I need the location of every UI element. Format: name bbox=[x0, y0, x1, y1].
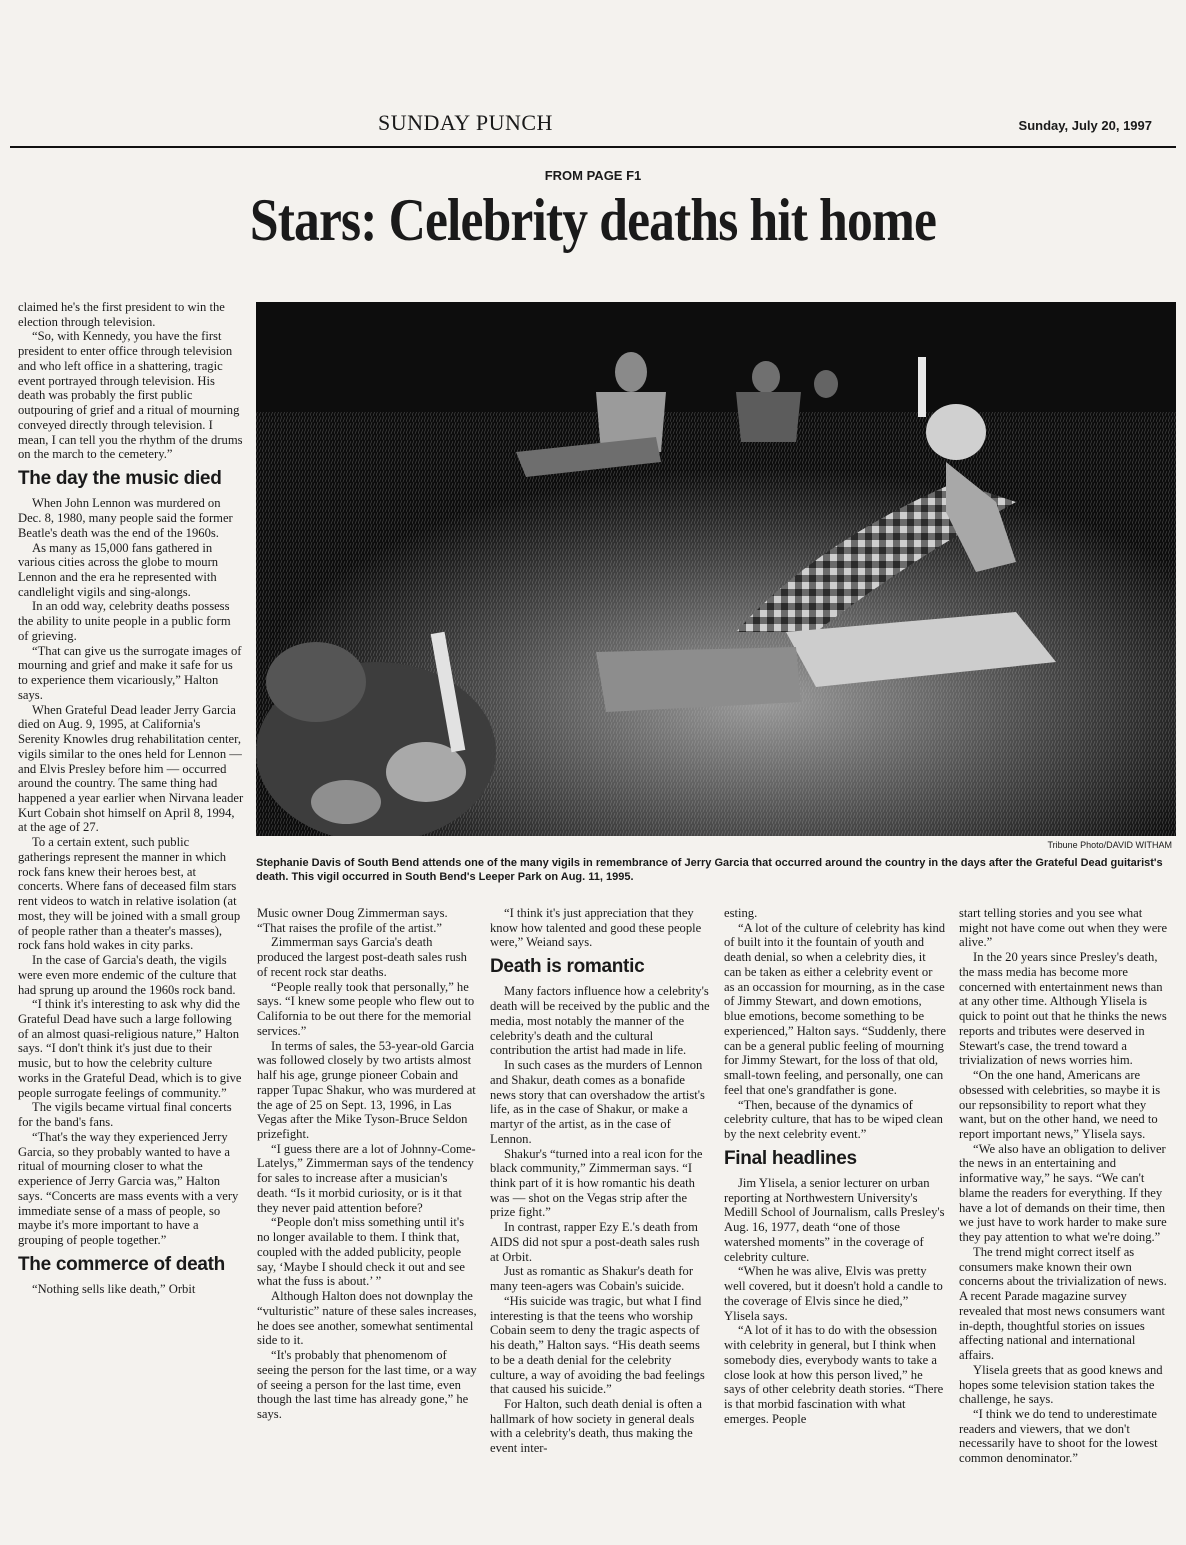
column-3 bbox=[490, 906, 710, 1456]
paragraph: When Grateful Dead leader Jerry Garcia died on Aug. 9, 1995, at California's Serenity Knowles drug rehabilitation center, vigils similar to the ones held for Lennon — and Elvis Presley before him — occurred around the country. The same thing had happened a year earlier when Nirvana leader Kurt Cobain shot himself on April 8, 1994, at the age of 27. bbox=[18, 702, 244, 835]
paragraph: As many as 15,000 fans gathered in various cities across the globe to mourn Lennon and the era he represented with candlelight vigils and sing-alongs. bbox=[18, 540, 219, 599]
vigil-photo-image bbox=[256, 302, 1176, 836]
paragraph: “I think it's just appreciation that they know how talented and good these people were,” Weiand says. bbox=[490, 906, 702, 950]
paragraph: “Nothing sells like death,” Orbit bbox=[32, 1281, 196, 1296]
paragraph: “People really took that personally,” he says. “I knew some people who flew out to California to be out there for the memorial services.” bbox=[257, 979, 475, 1038]
paragraph: Many factors influence how a celebrity's death will be received by the public and the media, most notably the manner of the celebrity's death and the cultural contribution the artist had made in life. bbox=[490, 984, 710, 1058]
photo-credit: Tribune Photo/DAVID WITHAM bbox=[1047, 840, 1172, 850]
paragraph: “It's probably that phenomenom of seeing the person for the last time, or a way of seeing a person for the last time, even though the last time has already gone,” he says. bbox=[257, 1348, 477, 1421]
paragraph: “I guess there are a lot of Johnny-Come-Latelys,” Zimmerman says of the tendency for sales to increase after a musician's death. “Is it morbid curiosity, or is it that they never paid attention before? bbox=[257, 1141, 476, 1215]
subhead-music-died: The day the music died bbox=[18, 468, 222, 490]
subhead-final-headlines: Final headlines bbox=[724, 1147, 857, 1169]
paragraph: “When he was alive, Elvis was pretty well covered, but it doesn't hold a candle to the coverage of Elvis since he died,” Ylisela says. bbox=[724, 1264, 943, 1323]
paragraph: To a certain extent, such public gatherings represent the manner in which rock fans knew their heroes best, at concerts. Where fans of deceased film stars rent videos to watch in relative isolation (at most, they will be joined with a small group of people rather than a theater's masses), rock fans hold wakes in city parks. bbox=[18, 835, 241, 953]
paragraph: In the 20 years since Presley's death, the mass media has become more concerned with entertainment news than at any other time. Although Ylisela is quick to point out that he thinks the news reports and tributes were deserved in Stewart's case, the trend toward a trivialization of news worries him. bbox=[959, 950, 1167, 1068]
column-2 bbox=[257, 906, 477, 1422]
paragraph: “That's the way they experienced Jerry Garcia, so they probably wanted to have a ritual of mourning closer to what the experience of Jerry Garcia was,” Halton says. “Concerts are mass events with a very immediate sense of a mass of people, so maybe it's more important to have a grouping of people together.” bbox=[18, 1129, 239, 1248]
section-name: SUNDAY PUNCH bbox=[378, 110, 553, 135]
paragraph: “I think we do tend to underestimate readers and viewers, that we don't necessarily have to shoot for the lowest common denominator.” bbox=[959, 1406, 1158, 1466]
jump-kicker: FROM PAGE F1 bbox=[544, 168, 642, 183]
paragraph: “I think it's interesting to ask why did the Grateful Dead have such a large following of an almost quasi-religious nature,” Halton says. “I don't think it's just due to their music, but to how the celebrity culture works in the Grateful Dead, which is to give people surrogate feelings of community.” bbox=[18, 997, 242, 1100]
paragraph: Zimmerman says Garcia's death produced the largest post-death sales rush of recent rock star deaths. bbox=[257, 935, 467, 979]
paragraph: In such cases as the murders of Lennon and Shakur, death comes as a bonafide news story that can overshadow the artist's life, as in the case of Shakur, or make a martyr of the artist, as in the case of Lennon. bbox=[490, 1058, 705, 1146]
header-rule bbox=[10, 146, 1176, 148]
paragraph: In the case of Garcia's death, the vigils were even more endemic of the culture that had sprung up around the 1960s rock band. bbox=[18, 953, 237, 997]
paragraph: “His suicide was tragic, but what I find interesting is that the teens who worship Cobain seem to deny the tragic aspects of his death,” Halton says. “His death seems to be a death denial for the celebrity culture, a way of avoiding the bad feelings that caused his suicide.” bbox=[490, 1293, 705, 1397]
column-5 bbox=[959, 906, 1171, 1466]
issue-date: Sunday, July 20, 1997 bbox=[1018, 118, 1152, 133]
paragraph: The vigils became virtual final concerts for the band's fans. bbox=[18, 1100, 232, 1130]
paragraph: Jim Ylisela, a senior lecturer on urban reporting at Northwestern University's Medill School of Journalism, calls Presley's Aug. 16, 1977, death “one of those watershed moments” in the coverage of celebrity culture. bbox=[724, 1175, 945, 1264]
paragraph: Although Halton does not downplay the “vulturistic” nature of these sales increases, he does see another, somewhat sentimental side to it. bbox=[257, 1289, 477, 1348]
headline: Stars: Celebrity deaths hit home bbox=[249, 187, 937, 253]
paragraph: When John Lennon was murdered on Dec. 8, 1980, many people said the former Beatle's death was the end of the 1960s. bbox=[18, 496, 233, 540]
vigil-photo bbox=[256, 302, 1176, 836]
paragraph: Shakur's “turned into a real icon for the black community,” Zimmerman says. “I think part of it is how romantic his death was — shot on the Vegas strip after the prize fight.” bbox=[490, 1146, 703, 1220]
paragraph: esting. bbox=[724, 906, 758, 920]
paragraph: Ylisela greets that as good knews and hopes some television station takes the challenge, he says. bbox=[959, 1362, 1163, 1407]
column-4 bbox=[724, 906, 946, 1426]
paragraph: In an odd way, celebrity deaths possess the ability to unite people in a public form of grieving. bbox=[18, 599, 231, 643]
paragraph: Music owner Doug Zimmerman says. “That raises the profile of the artist.” bbox=[257, 906, 448, 935]
paragraph: For Halton, such death denial is often a hallmark of how society in general deals with a celebrity's death, thus making the event inter- bbox=[490, 1396, 702, 1456]
column-1 bbox=[18, 300, 244, 1297]
paragraph: claimed he's the first president to win the election through television. bbox=[18, 300, 225, 329]
paragraph: “On the one hand, Americans are obsessed with celebrities, so maybe it is our repsonsibility to report what they want, but on the other hand, we need to report important news,” Ylisela says. bbox=[959, 1068, 1161, 1142]
paragraph: “That can give us the surrogate images of mourning and grief and make it safe for us to experience them vicariously,” Halton says. bbox=[18, 643, 242, 702]
subhead-commerce: The commerce of death bbox=[18, 1253, 225, 1275]
paragraph: “So, with Kennedy, you have the first president to enter office through television and who left office in a shattering, tragic event portrayed through television. His death was probably the first public outpouring of grief and a ritual of mourning conveyed directly through television. I mean, I can tell you the rhythm of the drums on the march to the cemetery.” bbox=[18, 329, 243, 462]
paragraph: start telling stories and you see what might not have come out when they were alive.” bbox=[959, 906, 1168, 950]
paragraph: “Then, because of the dynamics of celebrity culture, that has to be wiped clean by the next celebrity event.” bbox=[724, 1097, 943, 1142]
paragraph: “People don't miss something until it's no longer available to them. I think that, coupled with the added publicity, people say, ‘Maybe I should check it out and see what the fuss is about.’ ” bbox=[257, 1215, 465, 1289]
paragraph: Just as romantic as Shakur's death for many teen-agers was Cobain's suicide. bbox=[490, 1264, 694, 1294]
photo-caption: Stephanie Davis of South Bend attends one of the many vigils in remembrance of Jerry Garcia that occurred around the country in the days after the Grateful Dead guitarist's death. This vigil occurred in South Bend's Leeper Park on Aug. 11, 1995. bbox=[256, 857, 1163, 884]
subhead-romantic: Death is romantic bbox=[490, 956, 645, 978]
paragraph: In contrast, rapper Ezy E.'s death from AIDS did not spur a post-death sales rush at Orbit. bbox=[490, 1220, 700, 1264]
paragraph: “A lot of it has to do with the obsession with celebrity in general, but I think when somebody dies, everybody wants to take a close look at how this person lived,” he says of other celebrity death stories. “There is that morbid fascination with what emerges. People bbox=[724, 1323, 944, 1426]
paragraph: “We also have an obligation to deliver the news in an entertaining and informative way,” he says. “We can't blame the readers for everything. If they have a lot of demands on their time, then we just have to work harder to make sure they pay attention to what we're doing.” bbox=[959, 1141, 1167, 1245]
paragraph: “A lot of the culture of celebrity has kind of built into it the fountain of youth and death denial, so when a celebrity dies, it can be taken as either a celebrity event or as an occassion for mourning, as in the case of Jimmy Stewart, and down emotions, blue emotions, become something to be experienced,” Halton says. “Suddenly, there can be a general public feeling of mourning for Jimmy Stewart, for the loss of that old, small-town feeling, and personally, one can feel that one's grandfather is gone. bbox=[724, 920, 946, 1097]
paragraph: In terms of sales, the 53-year-old Garcia was followed closely by two artists almost half his age, grunge pioneer Cobain and rapper Tupac Shakur, who was murdered at the age of 25 on Sept. 13, 1996, in Las Vegas after the Mike Tyson-Bruce Seldon prizefight. bbox=[257, 1038, 476, 1142]
paragraph: The trend might correct itself as consumers make known their own concerns about the trivialization of news. A recent Parade magazine survey revealed that most news consumers want in-depth, thoughtful stories on issues affecting national and international affairs. bbox=[959, 1244, 1167, 1363]
